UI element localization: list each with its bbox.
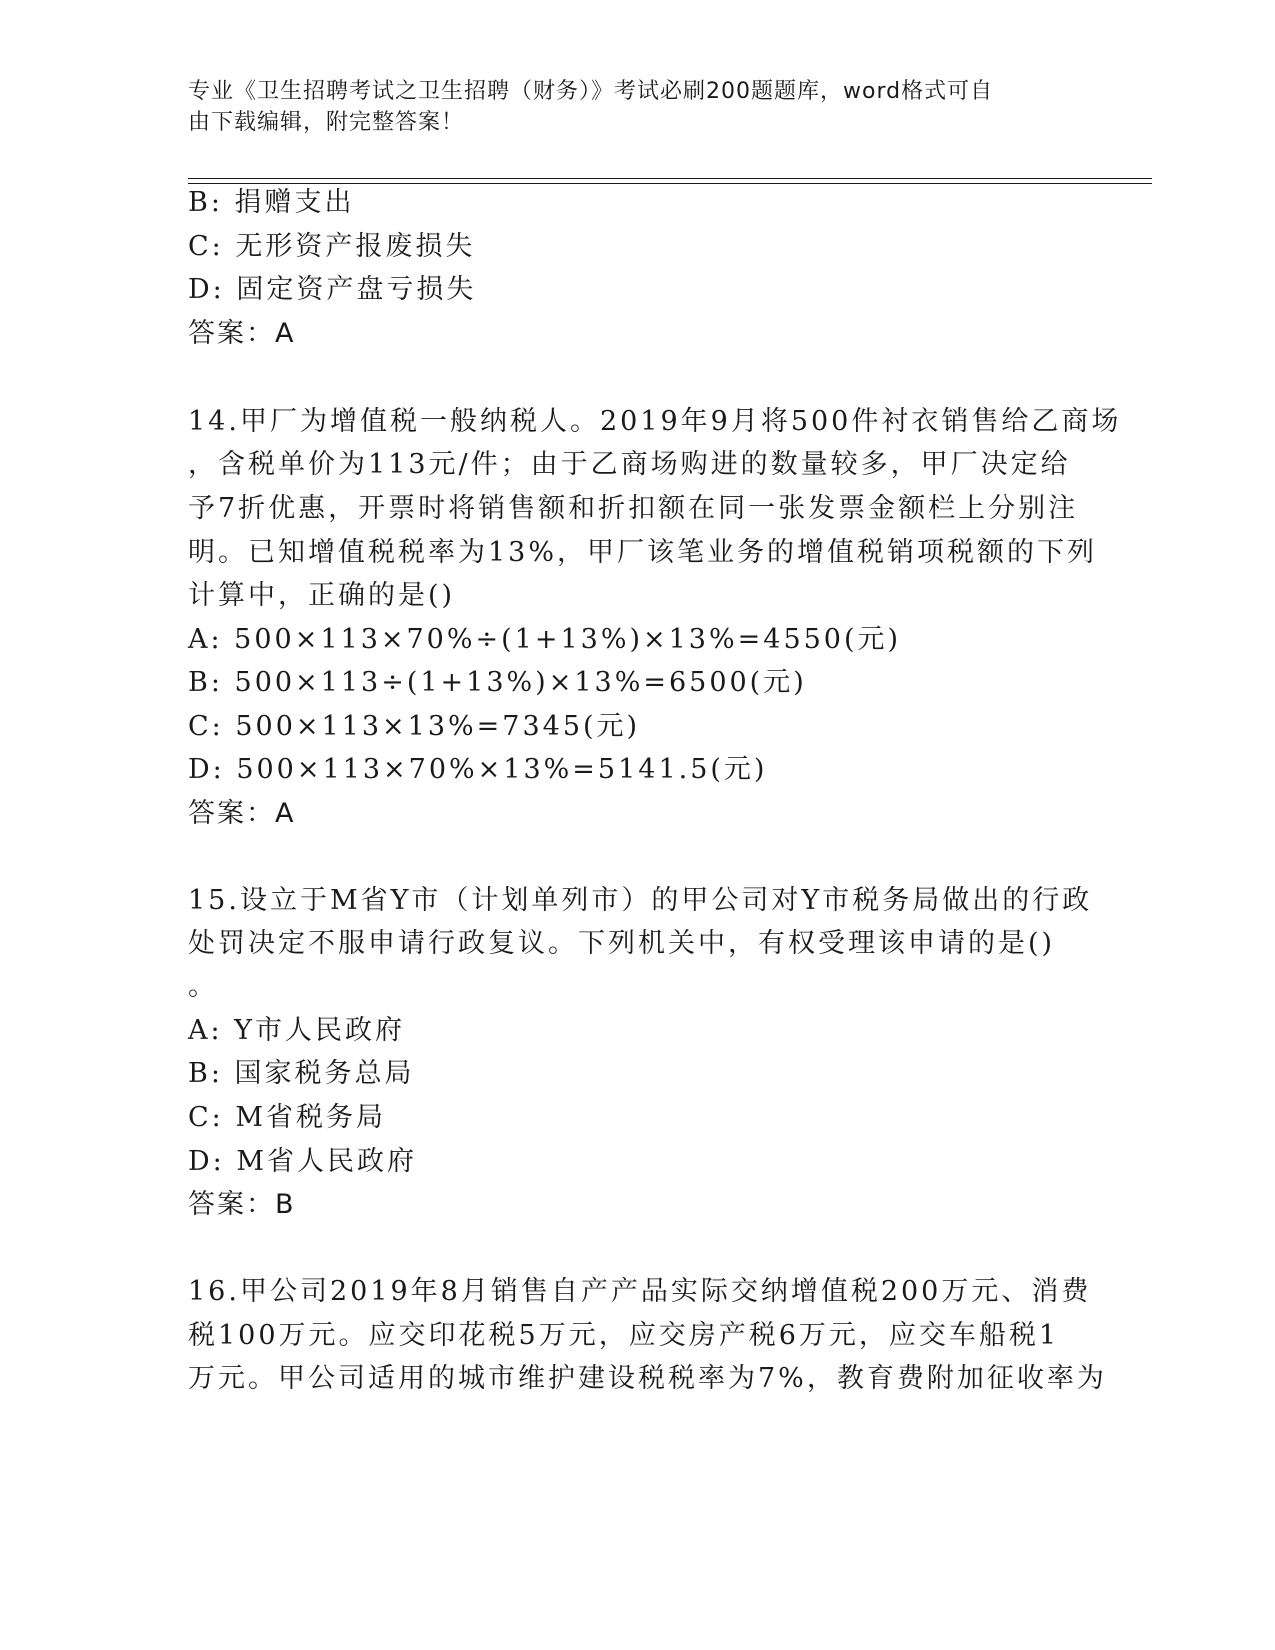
q15-option-a: A: Y市人民政府 bbox=[188, 1015, 406, 1046]
q13-option-c: C: 无形资产报废损失 bbox=[188, 231, 476, 262]
q15-stem-line-3: 。 bbox=[188, 971, 218, 1002]
q14-option-d: D: 500×113×70%×13%=5141.5(元) bbox=[188, 754, 768, 785]
q14-stem-line-3: 予7折优惠，开票时将销售额和折扣额在同一张发票金额栏上分别注 bbox=[188, 493, 1079, 524]
q16-stem-line-1: 16.甲公司2019年8月销售自产产品实际交纳增值税200万元、消费 bbox=[188, 1276, 1092, 1307]
q15-option-b: B: 国家税务总局 bbox=[188, 1058, 415, 1089]
q14-answer: 答案：A bbox=[188, 798, 296, 829]
document-header bbox=[188, 76, 1088, 138]
q13-option-d: D: 固定资产盘亏损失 bbox=[188, 274, 477, 305]
q15-stem-line-1: 15.设立于M省Y市（计划单列市）的甲公司对Y市税务局做出的行政 bbox=[188, 885, 1093, 916]
q13-option-b: B: 捐赠支出 bbox=[188, 187, 355, 218]
q15-option-d: D: M省人民政府 bbox=[188, 1146, 417, 1177]
q13-answer: 答案：A bbox=[188, 318, 296, 349]
q14-stem-line-4: 明。已知增值税税率为13%，甲厂该笔业务的增值税销项税额的下列 bbox=[188, 537, 1098, 568]
q16-stem-line-3: 万元。甲公司适用的城市维护建设税税率为7%，教育费附加征收率为 bbox=[188, 1363, 1107, 1394]
q14-option-a: A: 500×113×70%÷(1+13%)×13%=4550(元) bbox=[188, 624, 902, 655]
q15-answer: 答案：B bbox=[188, 1189, 296, 1220]
q14-option-b: B: 500×113÷(1+13%)×13%=6500(元) bbox=[188, 667, 807, 698]
q15-option-c: C: M省税务局 bbox=[188, 1102, 386, 1133]
header-divider-top bbox=[188, 178, 1152, 179]
q14-option-c: C: 500×113×13%=7345(元) bbox=[188, 711, 641, 742]
header-line-1: 专业《卫生招聘考试之卫生招聘（财务）》考试必刷200题题库，word格式可自 bbox=[188, 79, 994, 104]
q14-stem-line-1: 14.甲厂为增值税一般纳税人。2019年9月将500件衬衣销售给乙商场 bbox=[188, 406, 1122, 437]
header-line-2: 由下载编辑，附完整答案！ bbox=[188, 110, 465, 135]
q14-stem-line-2: ，含税单价为113元/件；由于乙商场购进的数量较多，甲厂决定给 bbox=[188, 449, 1071, 480]
q15-stem-line-2: 处罚决定不服申请行政复议。下列机关中，有权受理该申请的是() bbox=[188, 928, 1056, 959]
q14-stem-line-5: 计算中，正确的是() bbox=[188, 580, 456, 611]
header-divider-bottom bbox=[188, 183, 1152, 184]
q16-stem-line-2: 税100万元。应交印花税5万元，应交房产税6万元，应交车船税1 bbox=[188, 1320, 1060, 1351]
